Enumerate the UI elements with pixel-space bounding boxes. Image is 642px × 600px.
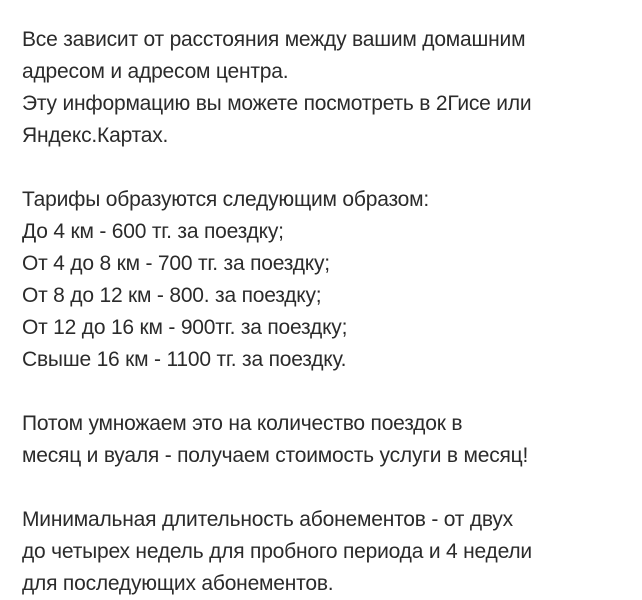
text-line: Потом умножаем это на количество поездок в (22, 412, 463, 435)
paragraph-gap (22, 376, 632, 408)
text-line: месяц и вуаля - получаем стоимость услуги в месяц! (22, 444, 529, 467)
text-line: Яндекс.Картах. (22, 124, 169, 147)
tariff-line: От 12 до 16 км - 900тг. за поездку; (22, 316, 348, 339)
paragraph-gap (22, 472, 632, 504)
calculation-paragraph (22, 408, 632, 472)
text-line: Минимальная длительность абонементов - от двух (22, 508, 513, 531)
tariffs-heading: Тарифы образуются следующим образом: (22, 188, 430, 211)
text-line: Все зависит от расстояния между вашим домашним (22, 28, 526, 51)
tariff-line: От 4 до 8 км - 700 тг. за поездку; (22, 252, 330, 275)
paragraph-gap (22, 152, 632, 184)
message-text (22, 24, 632, 600)
text-line: адресом и адресом центра. (22, 60, 289, 83)
tariff-line: До 4 км - 600 тг. за поездку; (22, 220, 284, 243)
duration-paragraph (22, 504, 632, 600)
intro-paragraph (22, 24, 632, 152)
tariffs-paragraph (22, 184, 632, 376)
text-line: для последующих абонементов. (22, 572, 334, 595)
tariff-line: От 8 до 12 км - 800. за поездку; (22, 284, 322, 307)
tariff-line: Свыше 16 км - 1100 тг. за поездку. (22, 348, 347, 371)
text-line: Эту информацию вы можете посмотреть в 2Гисе или (22, 92, 532, 115)
text-line: до четырех недель для пробного периода и 4 недели (22, 540, 532, 563)
